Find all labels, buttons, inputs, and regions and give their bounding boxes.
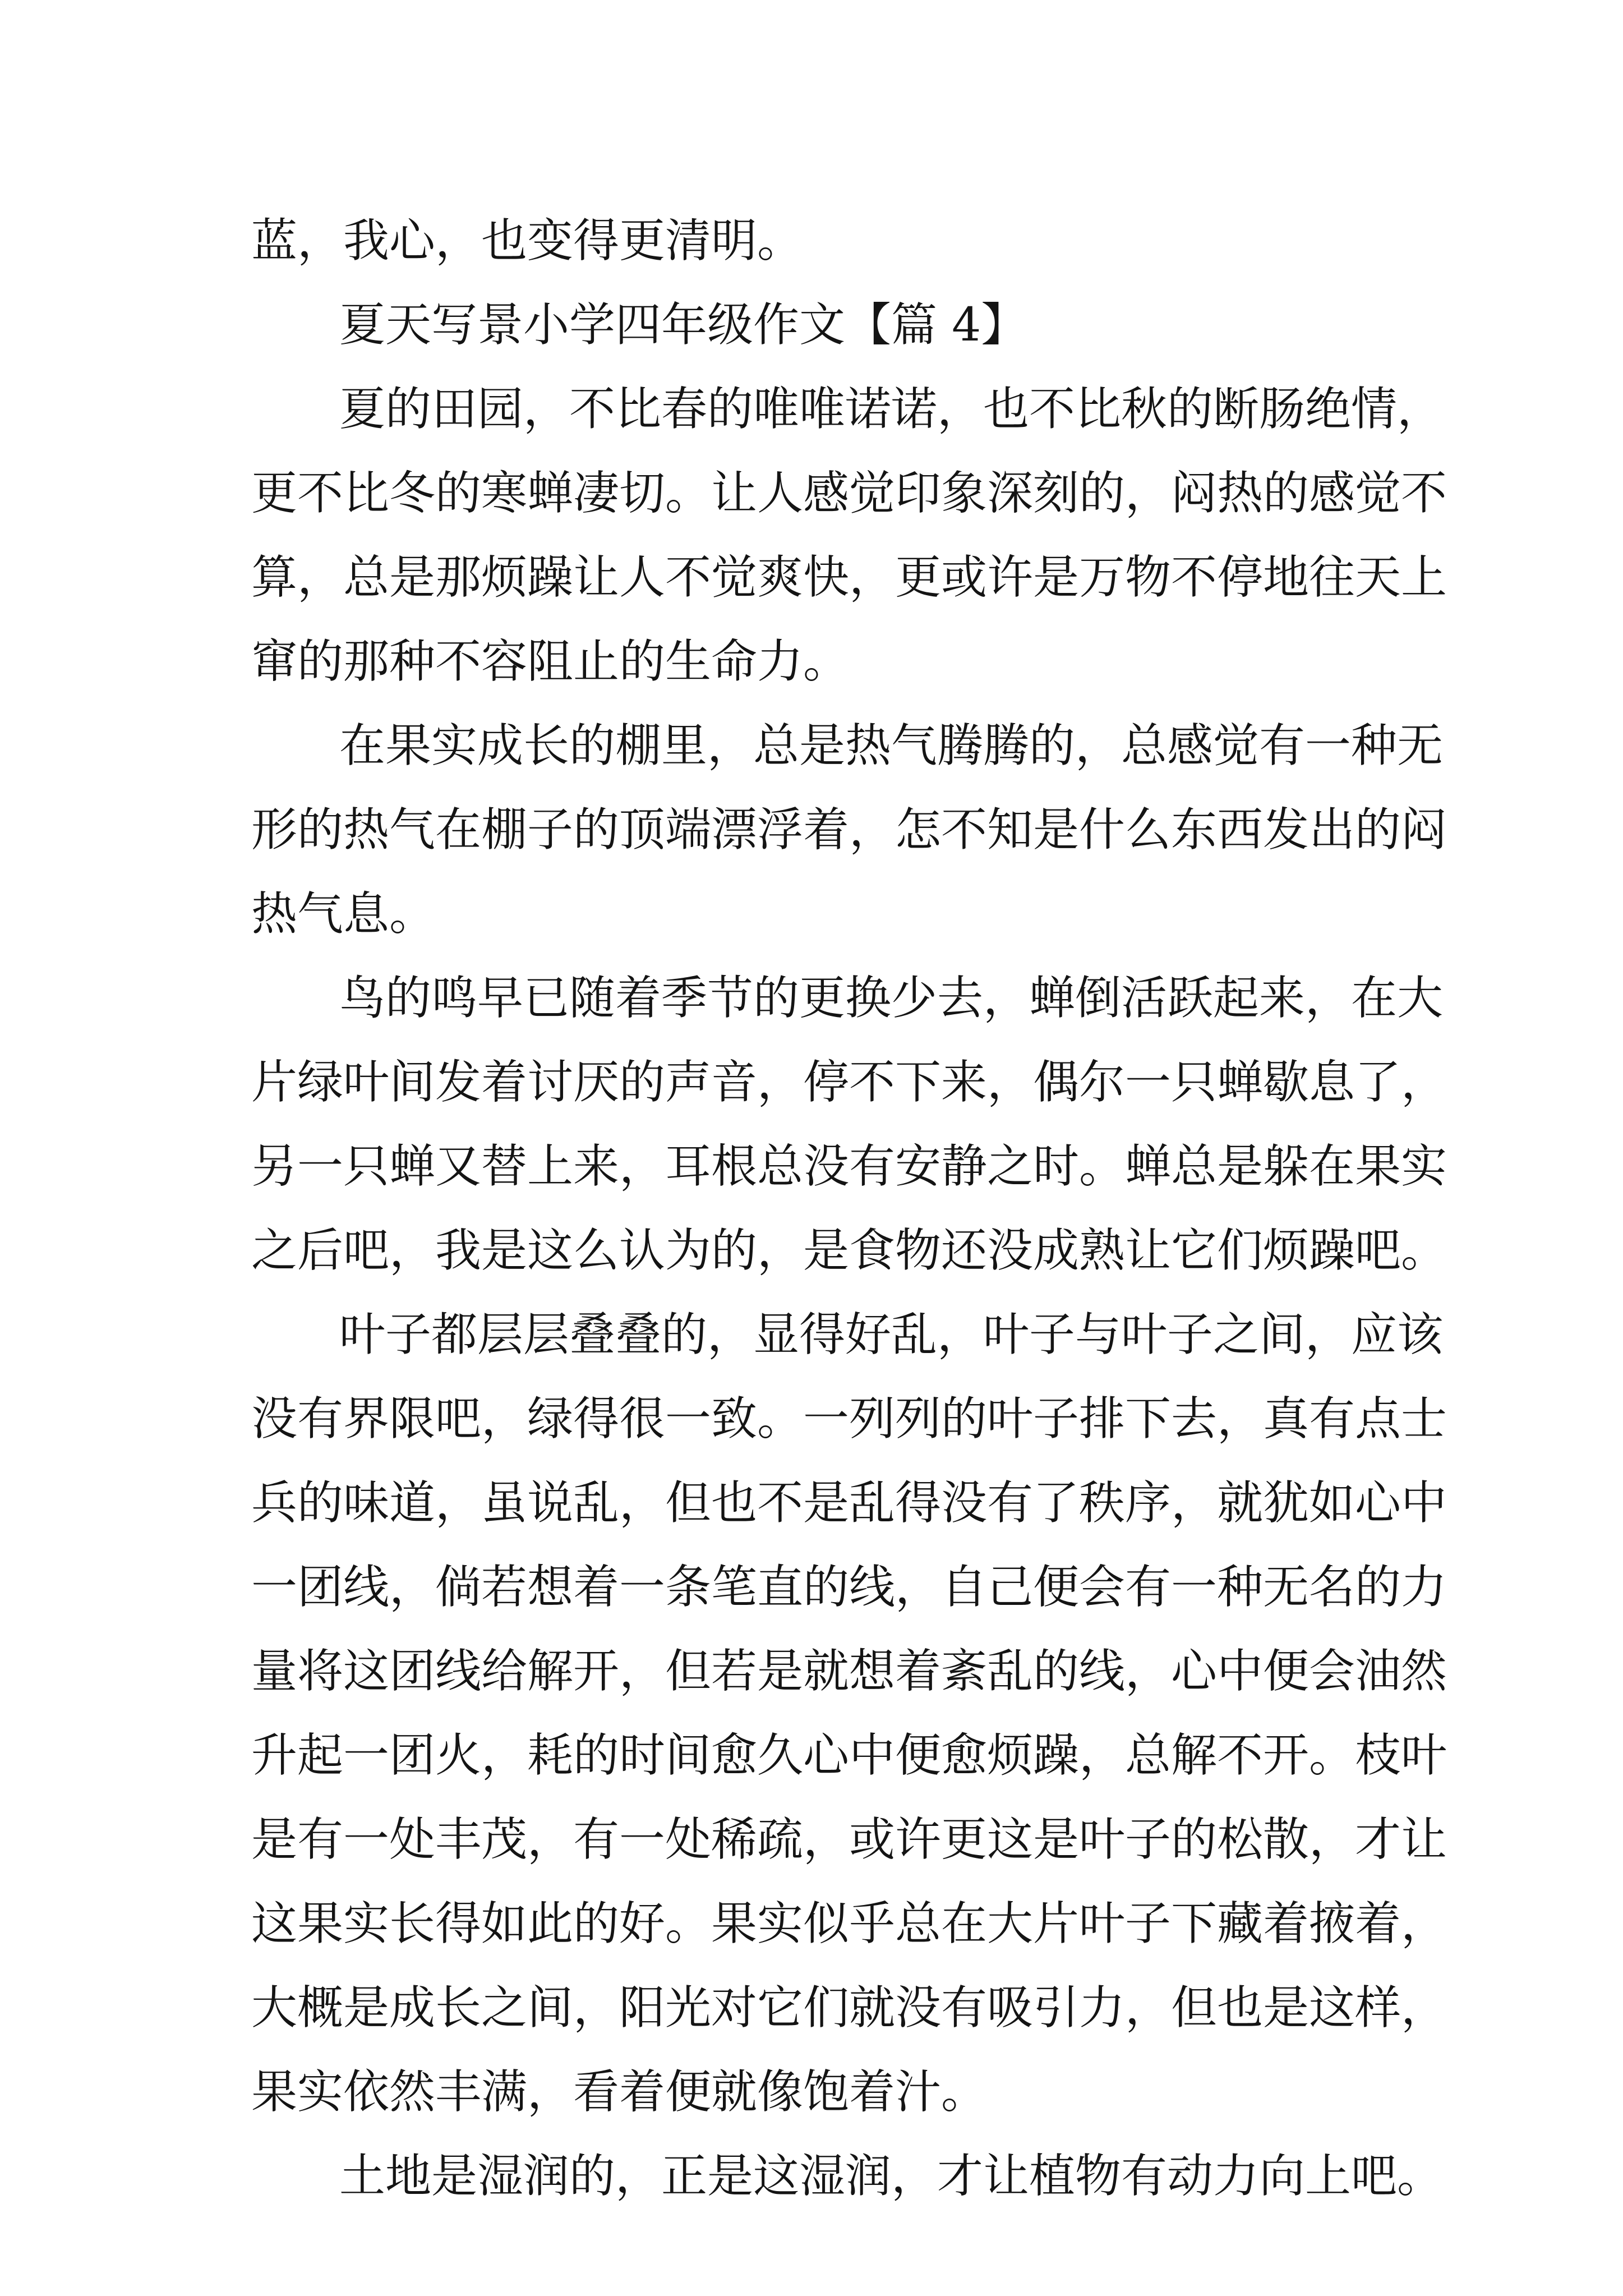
text-line — [0, 208, 1623, 275]
text-line-content: 在果实成长的棚里，总是热气腾腾的，总感觉有一种无 — [339, 719, 1444, 772]
text-line — [0, 1470, 1623, 1537]
text-line — [0, 1638, 1623, 1705]
text-line-content: 兵的味道，虽说乱，但也不是乱得没有了秩序，就犹如心中 — [251, 1476, 1447, 1530]
text-line-content: 量将这团线给解开，但若是就想着紊乱的线，心中便会油然 — [251, 1645, 1447, 1698]
text-line-content: 没有界限吧，绿得很一致。一列列的叶子排下去，真有点士 — [251, 1392, 1447, 1446]
text-line-content: 片绿叶间发着讨厌的声音，停不下来，偶尔一只蝉歇息了， — [251, 1056, 1447, 1109]
text-line — [0, 1386, 1623, 1453]
text-line — [0, 1554, 1623, 1621]
text-line — [0, 1806, 1623, 1874]
text-line — [0, 797, 1623, 864]
text-line-content: 大概是成长之间，阳光对它们就没有吸引力，但也是这样， — [251, 1981, 1447, 2035]
text-line — [0, 2059, 1623, 2126]
text-line-content: 是有一处丰茂，有一处稀疏，或许更这是叶子的松散，才让 — [251, 1813, 1447, 1866]
text-line-content: 果实依然丰满，看着便就像饱着汁。 — [251, 2065, 988, 2119]
text-line-content: 土地是湿润的，正是这湿润，才让植物有动力向上吧。 — [339, 2150, 1444, 2203]
text-line-content: 热气息。 — [251, 887, 436, 941]
text-line-content: 另一只蝉又替上来，耳根总没有安静之时。蝉总是躲在果实 — [251, 1140, 1447, 1193]
section-heading — [0, 292, 1623, 359]
text-line-content: 升起一团火，耗的时间愈久心中便愈烦躁，总解不开。枝叶 — [251, 1729, 1447, 1782]
text-line-content: 之后吧，我是这么认为的，是食物还没成熟让它们烦躁吧。 — [251, 1224, 1447, 1277]
text-line — [0, 1722, 1623, 1789]
text-line-content: 蓝，我心，也变得更清明。 — [251, 214, 804, 268]
text-line — [0, 460, 1623, 527]
text-line — [0, 1133, 1623, 1200]
text-line — [0, 544, 1623, 611]
text-line — [0, 376, 1623, 443]
text-line-content: 夏的田园，不比春的唯唯诺诺，也不比秋的断肠绝情， — [339, 383, 1444, 436]
text-line-content: 这果实长得如此的好。果实似乎总在大片叶子下藏着掖着， — [251, 1897, 1447, 1950]
text-line — [0, 712, 1623, 780]
text-line — [0, 2143, 1623, 2210]
text-line-content: 一团线，倘若想着一条笔直的线，自己便会有一种无名的力 — [251, 1561, 1447, 1614]
text-line — [0, 1975, 1623, 2042]
text-line — [0, 1301, 1623, 1369]
text-line-content: 叶子都层层叠叠的，显得好乱，叶子与叶子之间，应该 — [339, 1308, 1444, 1361]
text-line-content: 形的热气在棚子的顶端漂浮着，怎不知是什么东西发出的闷 — [251, 803, 1447, 857]
text-line — [0, 1217, 1623, 1285]
text-line-content: 鸟的鸣早已随着季节的更换少去，蝉倒活跃起来，在大 — [339, 972, 1444, 1025]
text-line-content: 更不比冬的寒蝉凄切。让人感觉印象深刻的，闷热的感觉不 — [251, 467, 1447, 520]
text-line — [0, 1049, 1623, 1116]
text-line — [0, 628, 1623, 696]
text-line-content: 算，总是那烦躁让人不觉爽快，更或许是万物不停地往天上 — [251, 551, 1447, 604]
text-line — [0, 965, 1623, 1032]
text-line — [0, 1890, 1623, 1958]
text-line — [0, 881, 1623, 948]
section-heading-text: 夏天写景小学四年级作文【篇 4】 — [339, 298, 1027, 352]
text-line-content: 窜的那种不容阻止的生命力。 — [251, 635, 850, 688]
